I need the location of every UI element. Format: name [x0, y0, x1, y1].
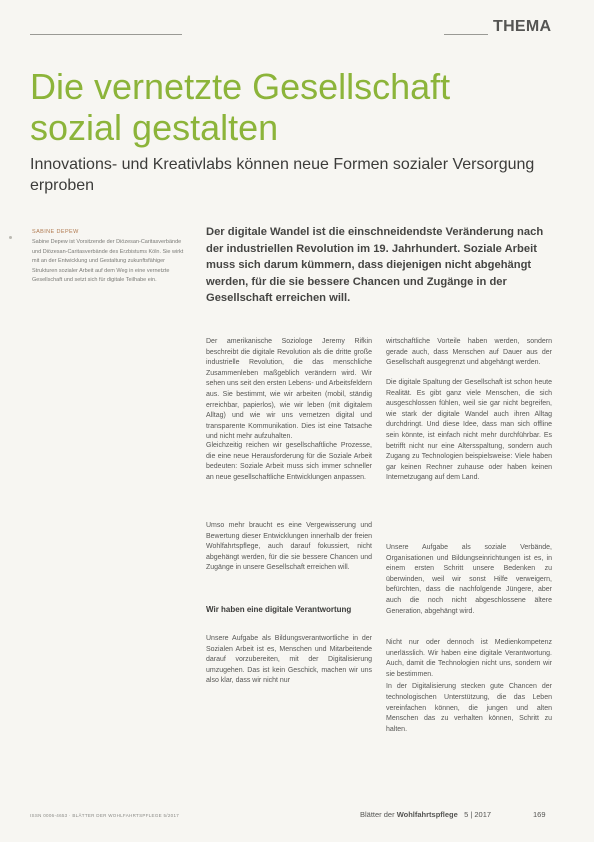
body-paragraph: Umso mehr braucht es eine Vergewisserung und Bewertung dieser Entwicklungen innerhalb der freien Wohlfahrtspflege, auch darauf fokussiert, nicht abgehängt werden, für die sie bessere Chancen und Zugänge in unsere Gesellschaft erreichen will.: [206, 522, 372, 572]
title-line-1: Die vernetzte Gesellschaft: [30, 66, 451, 107]
title-line-2: sozial gestalten: [30, 107, 279, 148]
body-paragraph: wirtschaftliche Vorteile haben werden, sondern gerade auch, dass Menschen auf Dauer aus der Gesellschaft ausgegrenzt und abgehängt werden.: [386, 338, 552, 367]
footer-issn: ISSN 0006-4653 · BLÄTTER DER WOHLFAHRTSPFLEGE 5/2017: [30, 813, 180, 818]
author-bio: Sabine Depew ist Vorsitzende der Diözesan-Caritasverbände und Diözesan-Caritasverbände des Erzbistums Köln. Sie wirkt mit an der Entwicklung und Gestaltung zukunftsfähiger Strukturen sozialer Arbeit auf dem Weg in eine vernetzte Gesellschaft und setzt sich für digitale Teilhabe ein.: [32, 239, 184, 283]
body-paragraph: Die digitale Spaltung der Gesellschaft ist schon heute Realität. Es gibt ganz viele Menschen, die sich ausgeschlossen fühlen, weil sie gar nicht begreifen, wie stark der digitale Wandel auch ihren Alltag durchdringt. Und diese Idee, dass man sich offline sein könnte, ist einfach nicht mehr durchführbar. Es betrifft nicht nur eine Altersspaltung, sondern auch Zugang zu Technologien beispielsweise: Viele haben gar keinen Rechner zuhause oder haben keinen Internetzugang auf dem Land.: [386, 379, 552, 482]
header-rule-right: [444, 34, 488, 35]
body-paragraph: Gleichzeitig reichen wir gesellschaftliche Prozesse, die eine neue Herausforderung für die Soziale Arbeit bedeuten: Soziale Arbeit muss sich immer schneller an neue gesellschaftliche Entwicklungen anpassen.: [206, 442, 372, 481]
journal-name: Wohlfahrtspflege: [396, 810, 458, 819]
body-paragraph: Nicht nur oder dennoch ist Medienkompetenz unerlässlich. Wir haben eine digitale Verantwortung. Auch, damit die Technologien nicht uns, sondern wir sie bestimmen. In der Digitalisierung stecken gute Chancen der technologischen Unterstützung, die das Leben vereinfachen können, die jungen und alten Menschen das zu verhalten können, Schritt zu halten.: [386, 639, 552, 733]
section-subheading: Wir haben eine digitale Verantwortung: [206, 605, 352, 614]
body-paragraph: Unsere Aufgabe als soziale Verbände, Organisationen und Bildungseinrichtungen ist es, in einem ersten Schritt unsere Bedenken zu überwinden, weil wir sonst Hilfe verweigern, befürchten, dass die nachfolgende Jüngere, aber auch die noch nicht abgeschlossene ältere Generation, abgehängt wird.: [386, 544, 552, 615]
author-name: SABINE DEPEW: [32, 229, 79, 235]
margin-dot: [9, 236, 12, 239]
header-rule-left: [30, 34, 182, 35]
article-lead: Der digitale Wandel ist die einschneidendste Veränderung nach der industriellen Revolution im 19. Jahrhundert. Soziale Arbeit muss sich darum kümmern, dass diejenigen nicht abgehängt werden, für die sie bessere Chancen und Zugänge in der Gesellschaft erreichen will.: [206, 226, 544, 305]
section-label: THEMA: [493, 18, 552, 35]
body-paragraph: Unsere Aufgabe als Bildungsverantwortliche in der Sozialen Arbeit ist es, Menschen und Mitarbeitende darauf vorzubereiten, mit der Digitalisierung umzugehen. Das ist kein Geschick, machen wir uns also klar, dass wir nicht nur: [206, 635, 372, 685]
page-number: 169: [533, 810, 546, 819]
article-subtitle: Innovations- und Kreativlabs können neue Formen sozialer Versorgung erproben: [30, 156, 535, 194]
footer-journal: [360, 810, 491, 819]
journal-prefix: Blätter der: [360, 810, 397, 819]
article-title: [30, 66, 570, 148]
body-paragraph: Der amerikanische Soziologe Jeremy Rifkin beschreibt die digitale Revolution als die dritte große industrielle Revolution, die das menschliche Zusammenleben maßgeblich verändern wird. Wir sehen uns seit den ersten Lebens- und Arbeitsfeldern aus. Sie bestimmt, wie wir arbeiten (mobil, ständig erreichbar, papierlos), wie wir leben (mit digitalem Alltag) und wie wir uns vernetzen digital und transparente Kommunikation. Dies ist eine Tatsache und nicht mehr aufzuhalten.: [206, 338, 372, 441]
journal-issue: 5 | 2017: [464, 810, 492, 819]
